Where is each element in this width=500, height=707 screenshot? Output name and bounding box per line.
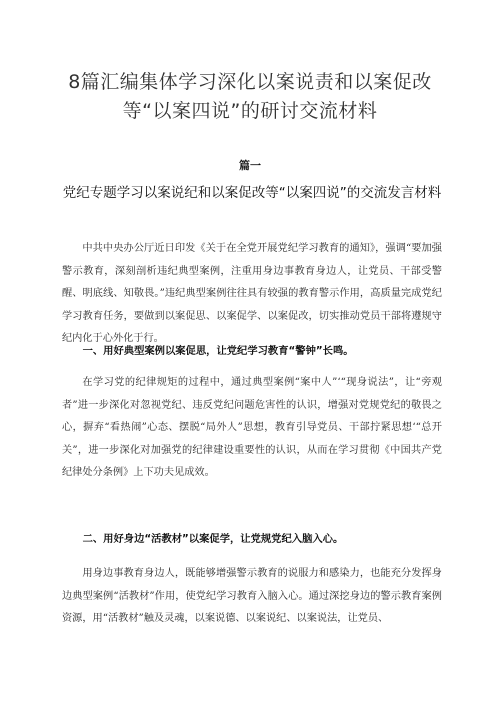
paragraph-section-2: 用身边事教育身边人，既能够增强警示教育的说服力和感染力，也能充分发挥身边典型案例“活教材”作用，使党纪学习教育入脑入心。通过深挖身边的警示教育案例资源，用“活教材”触及灵魂，以案说德、以案说纪、以案说法，让党员、 — [62, 568, 442, 624]
document-title: 8篇汇编集体学习深化以案说责和以案促改等“以案四说”的研讨交流材料 — [68, 71, 432, 122]
paragraph-section-1: 在学习党的纪律规矩的过程中，通过典型案例“案中人”‘“现身说法”，让“旁观者”进一步深化对忽视党纪、违反党纪问题危害性的认识，增强对党规党纪的敬畏之心，摒弃“看热闹”心态、摆脱“局外人”思想，教育引导党员、干部拧紧思想‘“总开关”，进一步深化对加强党的纪律建设重要性的认识，从而在学习贯彻《中国共产党纪律处分条例》上下功夫见成效。 — [62, 377, 442, 478]
section-label: 篇一 — [239, 159, 261, 172]
paragraph-intro: 中共中央办公厅近日印发《关于在全党开展党纪学习教育的通知》，强调“要加强警示教育，深刻剖析违纪典型案例，注重用身边事教育身边人，让党员、干部受警醒、明底线、知敬畏。”违纪典型案例往往具有较强的教育警示作用，高质量完成党纪学习教育任务，要做到以案促思、以案促学、以案促改，切实推动党员干部将遵规守纪内化于心外化于行。 — [62, 243, 442, 344]
section-heading-2: 二、用好身边“活教材”以案促学，让党规党纪入脑入心。 — [82, 533, 344, 545]
section-heading-1: 一、用好典型案例以案促思，让党纪学习教育“警钟”长鸣。 — [82, 345, 354, 357]
article-subtitle: 党纪专题学习以案说纪和以案促改等“以案四说”的交流发言材料 — [62, 185, 442, 201]
